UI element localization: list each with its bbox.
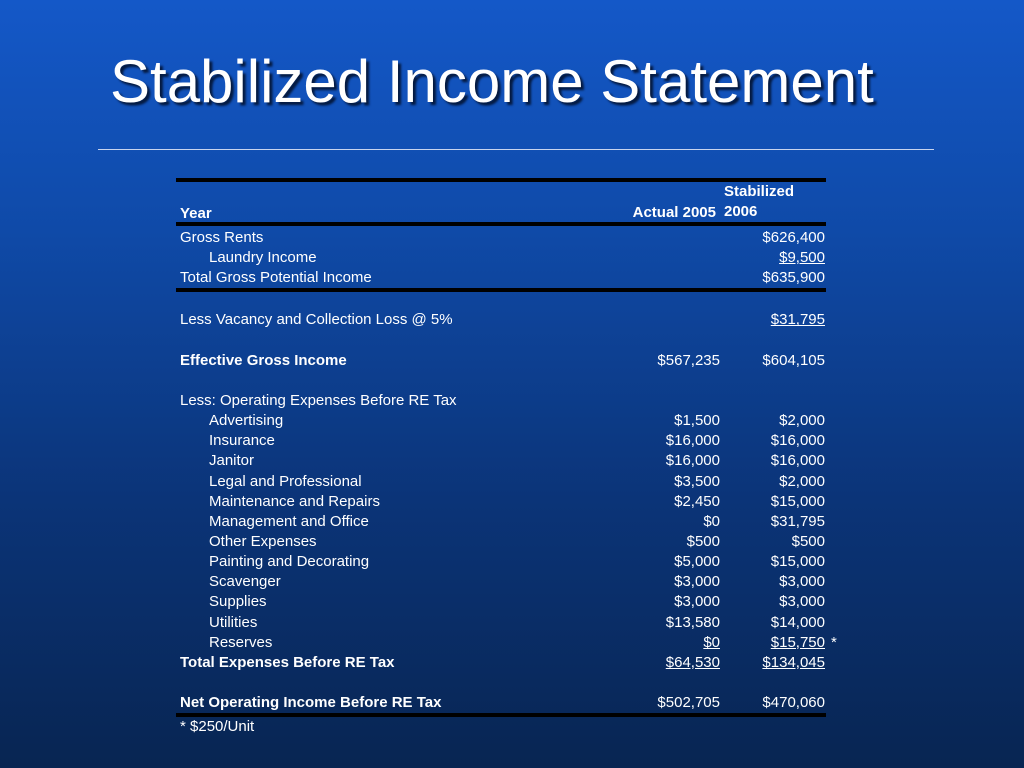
row-label-management-office: Management and Office: [209, 512, 369, 530]
row-label-total-gross-potential-income: Total Gross Potential Income: [180, 269, 372, 287]
table-row: [176, 633, 837, 653]
row-stabilized-value: $134,045: [762, 653, 825, 671]
header-year: Year: [180, 205, 212, 222]
slide-title: Stabilized Income Statement: [110, 48, 874, 115]
row-label-other-expenses: Other Expenses: [209, 532, 317, 550]
row-label-insurance: Insurance: [209, 432, 275, 450]
row-actual: $16,000: [665, 452, 720, 470]
spacer: [176, 331, 826, 351]
row-stabilized: $15,000: [770, 492, 825, 510]
row-stabilized: $15,000: [770, 553, 825, 571]
row-stabilized: [720, 310, 825, 330]
row-stabilized: $16,000: [770, 452, 825, 470]
row-actual: $16,000: [665, 432, 720, 450]
row-label-legal-professional: Legal and Professional: [209, 472, 362, 490]
table-row: [176, 411, 826, 431]
row-actual: $502,705: [657, 694, 720, 712]
row-stabilized: [720, 633, 825, 653]
table-row: [176, 572, 826, 592]
row-actual-value: $64,530: [665, 653, 720, 671]
row-actual: $3,500: [674, 472, 720, 490]
row-stabilized: $2,000: [779, 412, 825, 430]
row-actual: $1,500: [674, 412, 720, 430]
table-row: [176, 248, 826, 268]
row-actual: $500: [686, 532, 720, 550]
row-actual: $2,450: [674, 492, 720, 510]
table-row: [176, 268, 826, 288]
header-stabilized-line2: 2006: [724, 203, 758, 220]
row-stabilized: [720, 653, 825, 673]
row-label-reserves: Reserves: [209, 633, 273, 651]
row-label-scavenger: Scavenger: [209, 573, 281, 591]
footnote-marker: *: [831, 633, 837, 651]
row-label-advertising: Advertising: [209, 412, 284, 430]
header-actual-2005: Actual 2005: [632, 204, 716, 221]
table-row: [176, 552, 826, 572]
row-label-gross-rents: Gross Rents: [180, 229, 264, 246]
row-label-janitor: Janitor: [209, 452, 255, 470]
table-row: [176, 532, 826, 552]
row-actual: $13,580: [665, 613, 720, 631]
row-actual: $0: [703, 512, 720, 530]
income-statement-table: [176, 178, 837, 737]
row-stabilized: $31,795: [770, 512, 825, 530]
header-stabilized-2006: [724, 182, 794, 222]
row-stabilized: $3,000: [779, 593, 825, 611]
title-divider: [98, 149, 934, 150]
row-stabilized: [720, 248, 825, 268]
table-row: [176, 592, 826, 612]
row-stabilized: $470,060: [762, 694, 825, 712]
header-stabilized-line1: Stabilized: [724, 183, 795, 200]
row-stabilized: $3,000: [779, 573, 825, 591]
spacer: [176, 371, 826, 391]
row-label-vacancy-loss: Less Vacancy and Collection Loss @ 5%: [180, 311, 453, 329]
table-row: [176, 391, 826, 411]
table-row: [176, 228, 826, 248]
row-label-painting-decorating: Painting and Decorating: [209, 553, 370, 571]
table-row: [176, 310, 826, 330]
table-row: [176, 472, 826, 492]
table-row: [176, 351, 826, 371]
row-label-laundry-income: Laundry Income: [209, 249, 317, 267]
spacer: [176, 292, 826, 310]
row-label-operating-expenses: Less: Operating Expenses Before RE Tax: [180, 391, 457, 409]
row-stabilized: $635,900: [762, 269, 825, 287]
row-label-utilities: Utilities: [209, 613, 258, 631]
row-stabilized-value: $31,795: [770, 311, 825, 329]
row-actual-value: $0: [703, 633, 720, 651]
row-label-maintenance-repairs: Maintenance and Repairs: [209, 492, 380, 510]
row-stabilized-value: $15,750: [770, 633, 825, 651]
row-stabilized: $14,000: [770, 613, 825, 631]
table-row: [176, 653, 826, 673]
table-row: [176, 431, 826, 451]
table-header: [176, 182, 826, 222]
footnote: * $250/Unit: [180, 718, 255, 736]
row-stabilized: $16,000: [770, 432, 825, 450]
spacer: [176, 673, 826, 693]
row-label-net-operating-income: Net Operating Income Before RE Tax: [180, 694, 442, 712]
row-stabilized: $500: [791, 532, 825, 550]
table-row: [176, 492, 826, 512]
row-stabilized: $604,105: [762, 351, 825, 369]
table-row: [176, 451, 826, 471]
row-actual: [610, 653, 720, 673]
row-actual: [610, 633, 720, 653]
row-stabilized-value: $9,500: [779, 249, 825, 267]
row-actual: $3,000: [674, 593, 720, 611]
row-label-effective-gross-income: Effective Gross Income: [180, 351, 347, 369]
table-row: [176, 613, 826, 633]
table-header-rule: [176, 222, 826, 226]
table-row: [176, 693, 826, 713]
row-label-total-expenses: Total Expenses Before RE Tax: [180, 653, 395, 671]
row-label-supplies: Supplies: [209, 593, 267, 611]
row-actual: $567,235: [657, 351, 720, 369]
row-stabilized: $2,000: [779, 472, 825, 490]
row-stabilized: $626,400: [762, 229, 825, 246]
row-actual: $5,000: [674, 553, 720, 571]
table-row: [176, 512, 826, 532]
row-actual: $3,000: [674, 573, 720, 591]
